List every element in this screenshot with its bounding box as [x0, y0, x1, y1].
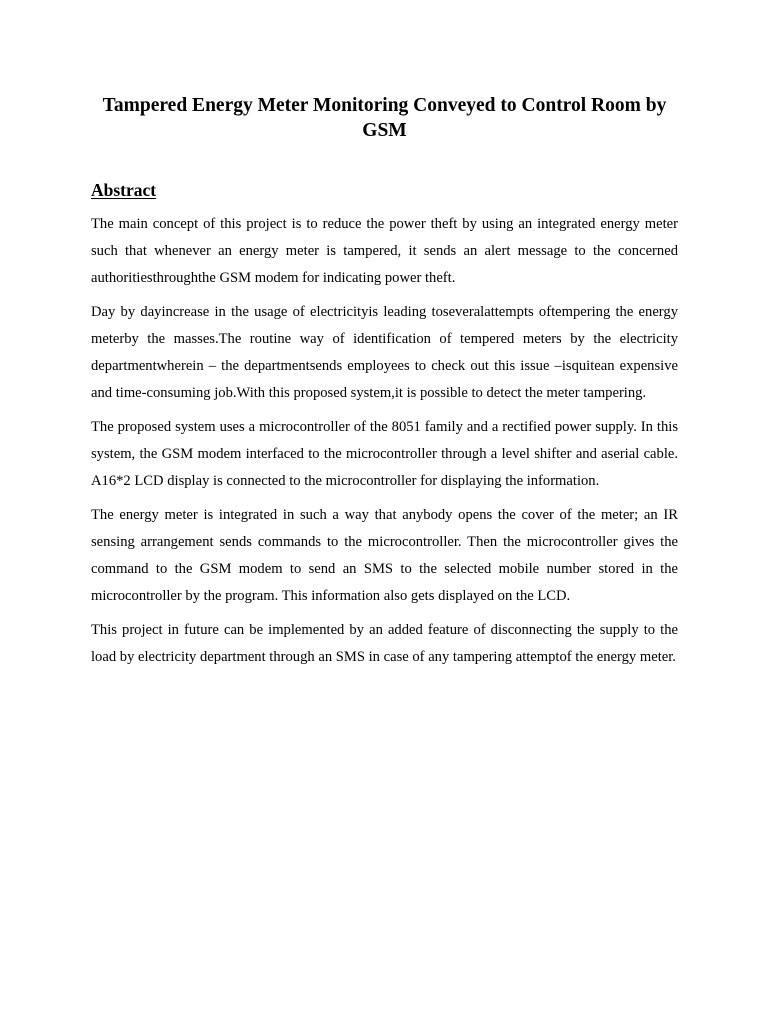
- paragraph: The proposed system uses a microcontroller of the 8051 family and a rectified power supply. In this system, the GSM modem interfaced to the microcontroller through a level shifter and aserial cable. A16*2 LCD display is connected to the microcontroller for displaying the information.: [91, 419, 678, 489]
- section-heading-abstract: Abstract: [91, 180, 157, 200]
- paragraph: The main concept of this project is to reduce the power theft by using an integrated energy meter such that whenever an energy meter is tampered, it sends an alert message to the concerned authoritiesthroughthe GSM modem for indicating power theft.: [91, 216, 678, 286]
- paragraph: This project in future can be implemented by an added feature of disconnecting the supply to the load by electricity department through an SMS in case of any tampering attemptof the energy meter.: [91, 622, 678, 665]
- abstract-body: [91, 211, 678, 671]
- paragraph: The energy meter is integrated in such a way that anybody opens the cover of the meter; an IR sensing arrangement sends commands to the microcontroller. Then the microcontroller gives the command to the GSM modem to send an SMS to the selected mobile number stored in the microcontroller by the program. This information also gets displayed on the LCD.: [91, 507, 678, 604]
- paragraph: Day by dayincrease in the usage of electricityis leading toseveralattempts oftempering the energy meterby the masses.The routine way of identification of tempered meters by the electricity departmentwherein – the departmentsends employees to check out this issue –isquitean expensive and time-consuming job.With this proposed system,it is possible to detect the meter tampering.: [91, 304, 678, 401]
- document-title: Tampered Energy Meter Monitoring Conveyed to Control Room by GSM: [102, 95, 667, 141]
